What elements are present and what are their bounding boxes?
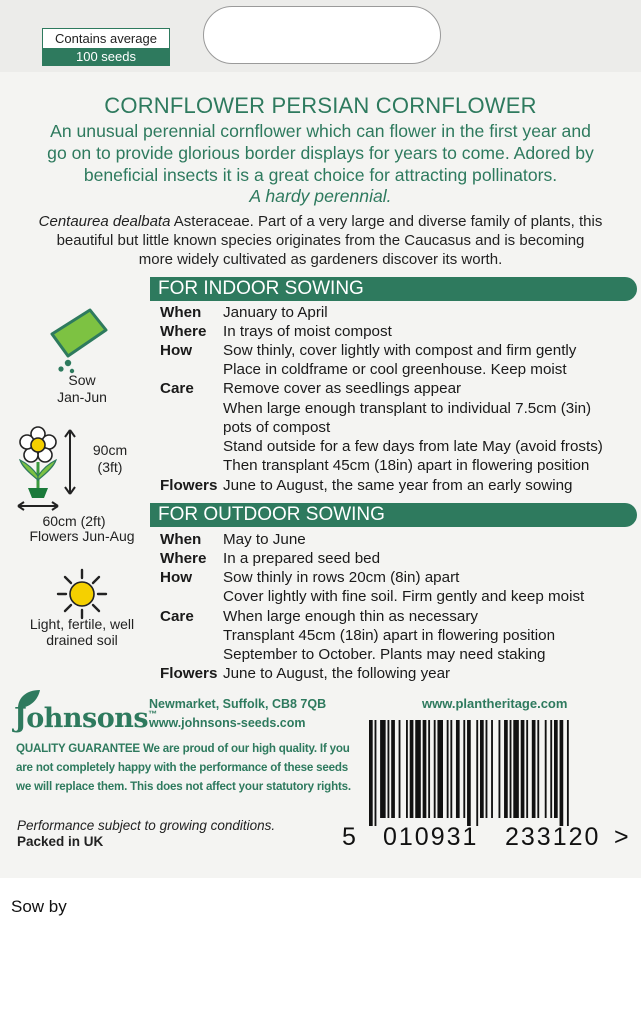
indoor-heading: FOR INDOOR SOWING <box>150 277 637 301</box>
packet-window <box>203 6 441 64</box>
barcode-bar <box>545 720 547 818</box>
sow-period: Jan-Jun <box>57 389 107 405</box>
barcode-bar <box>510 720 512 818</box>
barcode-bar <box>391 720 395 818</box>
row-value: Sow thinly, cover lightly with compost and firm gently <box>223 342 577 359</box>
height-imperial: (3ft) <box>97 459 123 475</box>
row-label: When <box>160 304 202 321</box>
trademark: ™ <box>148 709 157 719</box>
partner-website: www.plantheritage.com <box>422 696 568 711</box>
sow-label: Sow <box>68 372 96 388</box>
barcode-bar <box>560 720 564 826</box>
barcode-bar <box>423 720 427 818</box>
row-label: How <box>160 342 193 359</box>
barcode-bar <box>410 720 414 818</box>
barcode-bar <box>550 720 552 818</box>
barcode-bar <box>388 720 390 818</box>
seed-packet-icon <box>48 308 114 374</box>
barcode-bar <box>480 720 484 818</box>
soil-line-1: Light, fertile, well <box>29 616 135 632</box>
description-line-2: beautiful but little known species originates from the Caucasus and is becoming <box>56 232 585 249</box>
row-value: pots of compost <box>223 419 331 436</box>
hardy-note: A hardy perennial. <box>249 186 392 206</box>
packed-in: Packed in UK <box>17 834 104 849</box>
description-line-3: more widely cultivated as gardeners discover its worth. <box>138 251 503 268</box>
latin-name: Centaurea dealbata <box>38 213 171 230</box>
barcode-bar <box>406 720 408 818</box>
barcode-bar <box>463 720 465 818</box>
seed-count-box <box>42 28 170 66</box>
barcode-bar <box>456 720 460 818</box>
description-line-1 <box>0 213 641 230</box>
row-label: Where <box>160 323 207 340</box>
barcode-bar <box>375 720 377 826</box>
outdoor-heading: FOR OUTDOOR SOWING <box>150 503 637 527</box>
barcode-bar <box>380 720 386 818</box>
barcode-arrow: > <box>614 823 629 851</box>
row-label: Care <box>160 608 194 625</box>
sun-icon <box>56 568 108 620</box>
row-value: June to August, the following year <box>223 665 451 682</box>
row-value: Sow thinly in rows 20cm (8in) apart <box>223 569 460 586</box>
barcode-bar <box>491 720 493 818</box>
guarantee-line-2: are not completely happy with the performance of these seeds <box>16 761 349 774</box>
row-value: June to August, the same year from an early sowing <box>223 477 573 494</box>
barcode-bar <box>415 720 421 818</box>
row-label: Flowers <box>160 477 218 494</box>
performance-note: Performance subject to growing conditions. <box>17 818 276 833</box>
barcode-bar <box>554 720 558 818</box>
row-value: January to April <box>223 304 328 321</box>
intro-line-1: An unusual perennial cornflower which can flower in the first year and <box>50 121 591 141</box>
row-label: How <box>160 569 193 586</box>
barcode-bar <box>428 720 430 818</box>
brand-address: Newmarket, Suffolk, CB8 7QB <box>149 697 327 711</box>
guarantee-line-1: QUALITY GUARANTEE We are proud of our high quality. If you <box>16 742 350 755</box>
barcode-bar <box>434 720 436 818</box>
barcode-bar <box>450 720 452 818</box>
seed-count-line2: 100 seeds <box>43 48 169 65</box>
row-value: September to October. Plants may need staking <box>223 646 546 663</box>
brand-website: www.johnsons-seeds.com <box>149 716 306 730</box>
family-text: Asteraceae. Part of a very large and diverse family of plants, this <box>170 213 603 230</box>
intro-line-3: beneficial insects it is a great choice for attracting pollinators. <box>83 165 558 185</box>
row-value: Place in coldframe or cool greenhouse. Keep moist <box>223 361 567 378</box>
seed-count-line1: Contains average <box>55 31 157 46</box>
barcode-bar <box>537 720 539 818</box>
row-value: Transplant 45cm (18in) apart in flowering position <box>223 627 556 644</box>
barcode-bar <box>399 720 401 818</box>
sow-by-label: Sow by <box>11 897 67 916</box>
barcode-bar <box>526 720 528 818</box>
barcode-bar <box>486 720 488 818</box>
brand-name: Johnsons <box>14 703 149 734</box>
barcode-group-1: 010931 <box>383 823 479 851</box>
barcode-group-2: 233120 <box>505 823 601 851</box>
row-label: Where <box>160 550 207 567</box>
barcode-bar <box>369 720 373 826</box>
barcode-digit-first: 5 <box>342 823 356 851</box>
plant-size-icon <box>14 426 84 512</box>
row-value: Stand outside for a few days from late May (avoid frosts) <box>223 438 603 455</box>
soil-line-2: drained soil <box>46 632 118 648</box>
guarantee-line-3: we will replace them. This does not affect your statutory rights. <box>16 780 351 793</box>
barcode-bar <box>504 720 508 818</box>
row-value: Then transplant 45cm (18in) apart in flowering position <box>223 457 590 474</box>
barcode-bar <box>532 720 536 818</box>
row-value: When large enough transplant to individual 7.5cm (3in) <box>223 400 592 417</box>
brand-logo <box>14 703 157 734</box>
barcode-bar <box>567 720 569 826</box>
barcode-bar <box>513 720 519 818</box>
row-value: In a prepared seed bed <box>223 550 381 567</box>
spread-label: 60cm (2ft) <box>42 513 106 529</box>
row-label: Flowers <box>160 665 218 682</box>
row-value: Cover lightly with fine soil. Firm gently and keep moist <box>223 588 585 605</box>
row-value: When large enough thin as necessary <box>223 608 478 625</box>
row-value: Remove cover as seedlings appear <box>223 380 462 397</box>
row-value: In trays of moist compost <box>223 323 392 340</box>
barcode-bar <box>467 720 471 826</box>
barcode-bar <box>447 720 449 818</box>
barcode <box>369 720 631 826</box>
barcode-bar <box>521 720 525 818</box>
page-title: CORNFLOWER PERSIAN CORNFLOWER <box>104 93 537 118</box>
row-label: When <box>160 531 202 548</box>
row-label: Care <box>160 380 194 397</box>
height-metric: 90cm <box>92 442 128 458</box>
barcode-bar <box>437 720 443 818</box>
barcode-bar <box>476 720 478 826</box>
barcode-bar <box>499 720 501 818</box>
flowering-period: Flowers Jun-Aug <box>29 528 135 544</box>
row-value: May to June <box>223 531 306 548</box>
intro-line-2: go on to provide glorious border displays for years to come. Adored by <box>47 143 594 163</box>
